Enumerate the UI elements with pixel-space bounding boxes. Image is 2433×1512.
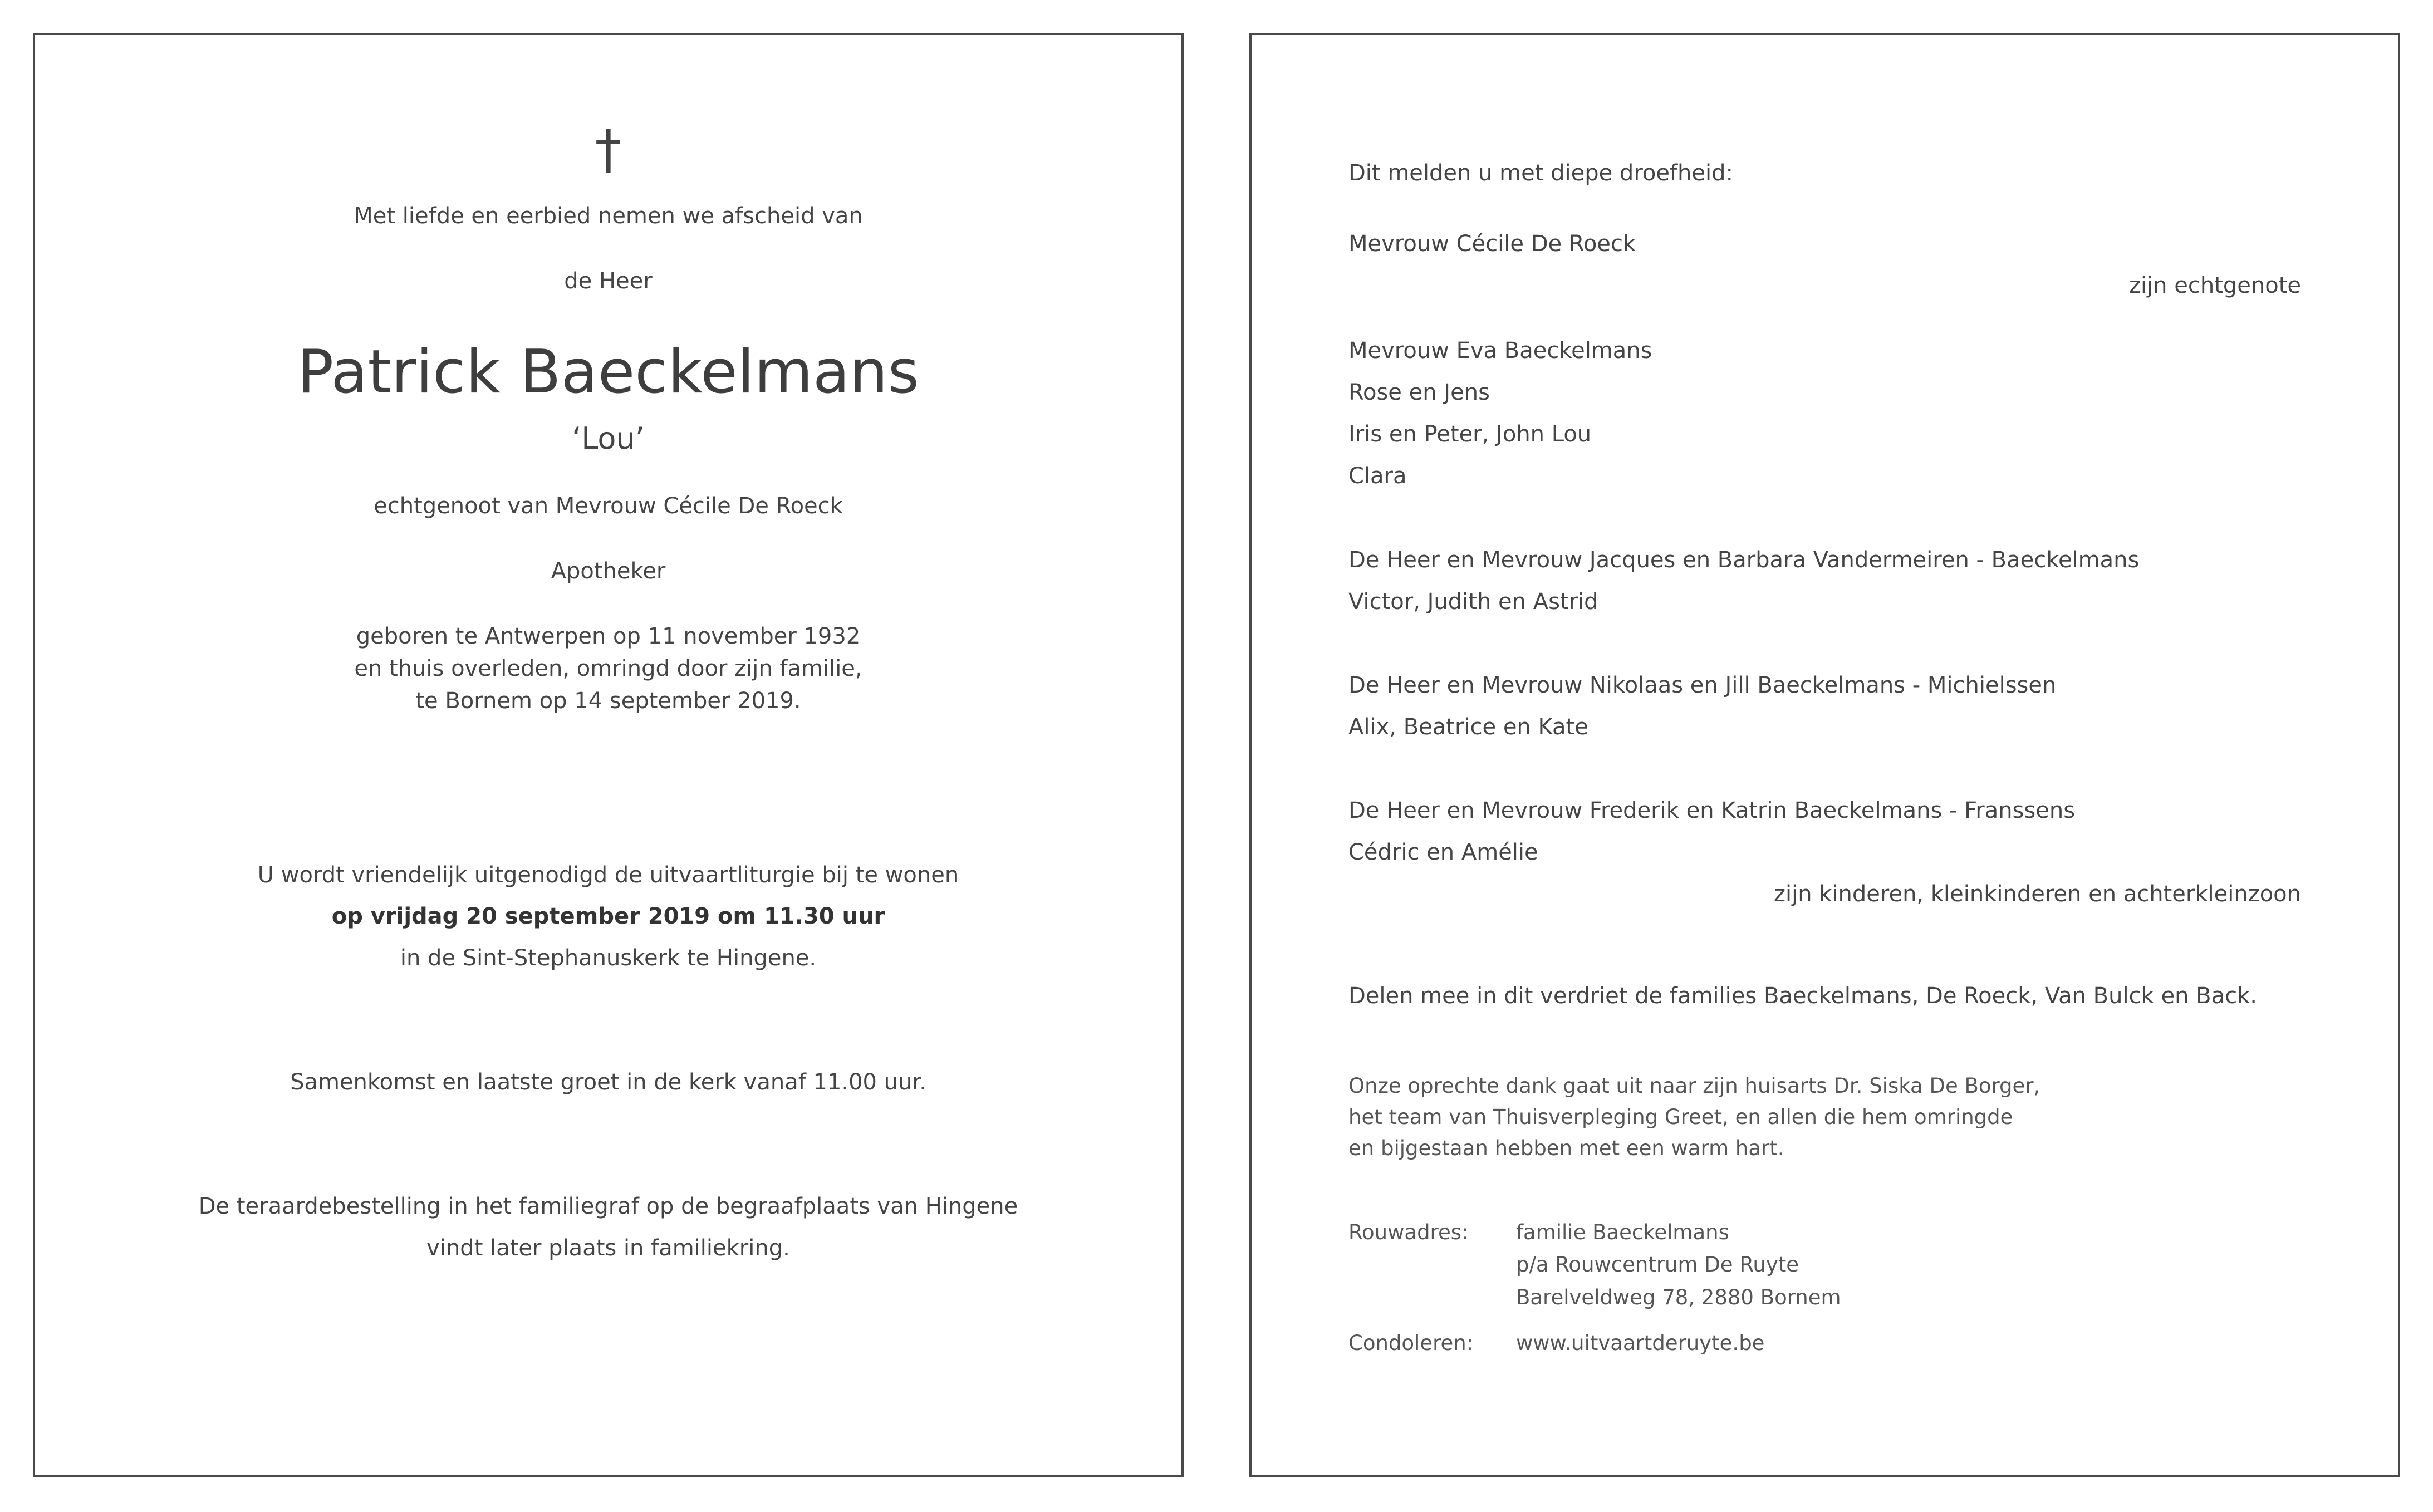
- spouse-name: Mevrouw Cécile De Roeck: [1348, 231, 1636, 257]
- address-line-2: p/a Rouwcentrum De Ruyte: [1516, 1253, 1799, 1277]
- condolence-website: www.uitvaartderuyte.be: [1516, 1331, 1765, 1355]
- death-line-2: te Bornem op 14 september 2019.: [415, 688, 801, 714]
- family2-line-2: Victor, Judith en Astrid: [1348, 589, 1598, 615]
- thanks-line-1: Onze oprechte dank gaat uit naar zijn huisarts Dr. Siska De Borger,: [1348, 1074, 2040, 1098]
- address-line-3: Barelveldweg 78, 2880 Bornem: [1516, 1285, 1841, 1309]
- cross-icon: †: [595, 119, 622, 181]
- death-line-1: en thuis overleden, omringd door zijn familie,: [354, 656, 862, 681]
- family3-line-2: Alix, Beatrice en Kate: [1348, 714, 1588, 740]
- burial-line-2: vindt later plaats in familiekring.: [426, 1235, 790, 1261]
- family1-line-2: Rose en Jens: [1348, 380, 1490, 405]
- family2-line-1: De Heer en Mevrouw Jacques en Barbara Vandermeiren - Baeckelmans: [1348, 547, 2140, 573]
- condolence-label: Condoleren:: [1348, 1331, 1474, 1355]
- spouse-text: echtgenoot van Mevrouw Cécile De Roeck: [374, 493, 843, 519]
- invite-text: U wordt vriendelijk uitgenodigd de uitvaartliturgie bij te wonen: [257, 862, 959, 888]
- family1-line-4: Clara: [1348, 463, 1407, 489]
- nickname: ‘Lou’: [572, 421, 645, 456]
- gathering-text: Samenkomst en laatste groet in de kerk vanaf 11.00 uur.: [290, 1069, 926, 1095]
- address-line-1: familie Baeckelmans: [1516, 1220, 1729, 1244]
- family4-line-1: De Heer en Mevrouw Frederik en Katrin Baeckelmans - Franssens: [1348, 798, 2076, 823]
- family1-line-1: Mevrouw Eva Baeckelmans: [1348, 338, 1652, 364]
- deceased-name: Patrick Baeckelmans: [297, 337, 919, 407]
- thanks-line-3: en bijgestaan hebben met een warm hart.: [1348, 1136, 1784, 1160]
- title-text: de Heer: [564, 268, 653, 294]
- burial-line-1: De teraardebestelling in het familiegraf op de begraafplaats van Hingene: [198, 1194, 1018, 1219]
- birth-line: geboren te Antwerpen op 11 november 1932: [356, 624, 861, 649]
- service-datetime: op vrijdag 20 september 2019 om 11.30 uur: [331, 904, 885, 929]
- right-page: [1249, 33, 2400, 1477]
- family4-line-2: Cédric en Amélie: [1348, 840, 1538, 865]
- left-page: [33, 33, 1184, 1477]
- family3-line-1: De Heer en Mevrouw Nikolaas en Jill Baeckelmans - Michielssen: [1348, 672, 2057, 698]
- announce-text: Dit melden u met diepe droefheid:: [1348, 160, 1733, 186]
- families-text: Delen mee in dit verdriet de families Baeckelmans, De Roeck, Van Bulck en Back.: [1348, 983, 2257, 1009]
- service-location: in de Sint-Stephanuskerk te Hingene.: [400, 945, 817, 971]
- children-role: zijn kinderen, kleinkinderen en achterkleinzoon: [1773, 881, 2301, 907]
- address-label: Rouwadres:: [1348, 1220, 1469, 1244]
- thanks-line-2: het team van Thuisverpleging Greet, en allen die hem omringde: [1348, 1105, 2013, 1129]
- family1-line-3: Iris en Peter, John Lou: [1348, 421, 1592, 447]
- profession-text: Apotheker: [551, 558, 666, 584]
- intro-text: Met liefde en eerbied nemen we afscheid van: [354, 203, 863, 229]
- spouse-role: zijn echtgenote: [2128, 273, 2301, 298]
